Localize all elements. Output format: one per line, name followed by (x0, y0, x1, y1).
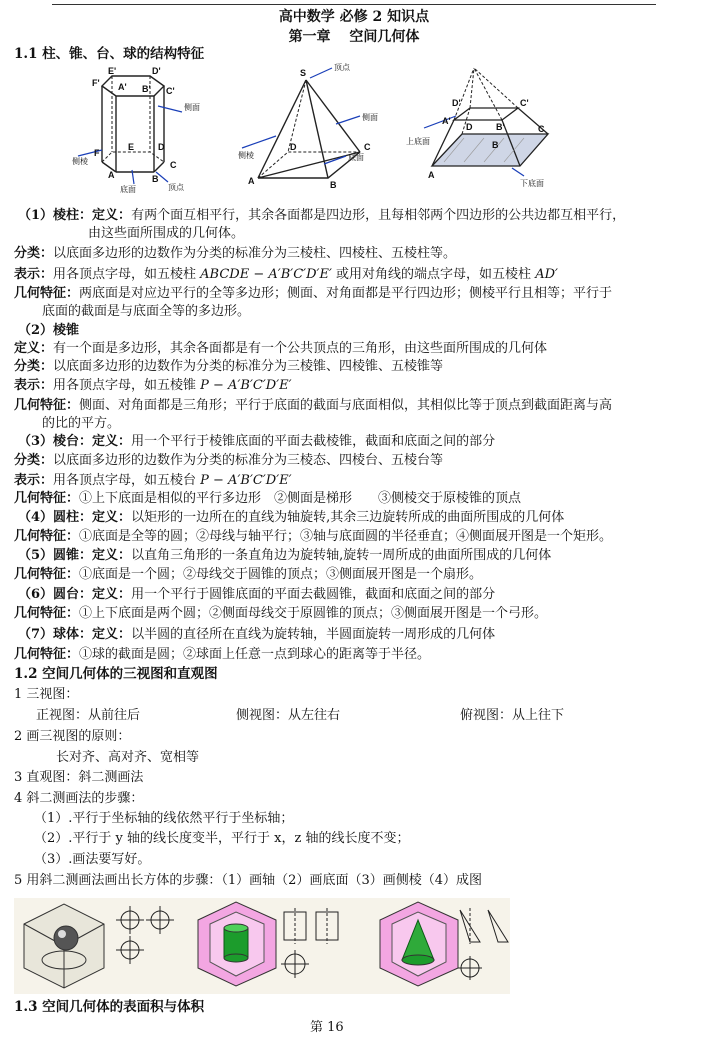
prism-features-cont: 底面的截面是与底面全等的多边形。 (42, 304, 251, 319)
pyramid-vertex-c: C (364, 142, 371, 152)
oblique-step-1: （1）.平行于坐标轴的线依然平行于坐标轴； (34, 811, 294, 826)
prism-features: 几何特征：两底面是对应边平行的全等多边形；侧面、对角面都是平行四边形；侧棱平行且相等；平行于 (14, 286, 613, 301)
prism-classification: 分类：以底面多边形的边数作为分类的标准分为三棱柱、四棱柱、五棱柱等。 (14, 246, 457, 261)
pyramid-vertex-d: D (290, 142, 297, 152)
prism-label-f: F (94, 148, 100, 158)
pyramid-heading: （2）棱锥 (18, 323, 80, 338)
prism-label-d: D (158, 142, 165, 152)
top-view: 俯视图：从上往下 (460, 708, 565, 723)
pyramid-figure (236, 60, 386, 192)
pyramid-vertex-b: B (330, 180, 337, 190)
prism-label-a: A (108, 170, 115, 180)
pyramid-vertex-a: A (248, 176, 255, 186)
prism-label-f-prime: F' (92, 78, 100, 88)
cylinder-isometric (198, 902, 276, 986)
conical-frustum-features: 几何特征：①上下底面是两个圆；②侧面母线交于原圆锥的顶点；③侧面展开图是一个弓形。 (14, 606, 548, 621)
cone-features: 几何特征：①底面是一个圆；②母线交于圆锥的顶点；③侧面展开图是一个扇形。 (14, 567, 483, 582)
prism-representation: 表示：用各顶点字母，如五棱柱 ABCDE − A′B′C′D′E′ 或用对角线的端点字母，如五棱柱 AD′ (14, 267, 558, 282)
cone-definition: （5）圆锥：定义：以直角三角形的一条直角边为旋转轴,旋转一周所成的曲面所围成的几何体 (18, 548, 552, 563)
pyramid-classification: 分类：以底面多边形的边数作为分类的标准分为三棱锥、四棱锥、五棱锥等 (14, 359, 444, 374)
prism-side-face-label: 侧面 (184, 103, 200, 112)
sphere-features: 几何特征：①球的截面是圆；②球面上任意一点到球心的距离等于半径。 (14, 647, 431, 662)
pyramid-features-cont: 的比的平方。 (42, 416, 121, 431)
conical-frustum-definition: （6）圆台：定义：用一个平行于圆锥底面的平面去截圆锥，截面和底面之间的部分 (18, 587, 496, 602)
pyramid-base-label: 底面 (348, 153, 364, 162)
frustum-figure (404, 66, 564, 190)
frustum-features: 几何特征：①上下底面是相似的平行多边形 ②侧面是梯形 ③侧棱交于原棱锥的顶点 (14, 491, 522, 506)
frustum-lower-base-label: 下底面 (520, 179, 544, 188)
cylinder-features: 几何特征：①底面是全等的圆；②母线与轴平行；③轴与底面圆的半径垂直；④侧面展开图是一个矩形。 (14, 529, 613, 544)
principle-item: 2 画三视图的原则： (14, 729, 131, 744)
pyramid-features: 几何特征：侧面、对角面都是三角形；平行于底面的截面与底面相似，其相似比等于顶点到截面距离与高 (14, 398, 613, 413)
oblique-step-3: （3）.画法要写好。 (34, 852, 151, 867)
page-number: 第 16 (310, 1020, 344, 1035)
frustum-representation: 表示：用各顶点字母，如五棱台 P − A′B′C′D′E′ (14, 473, 292, 488)
prism-label-d-prime: D' (152, 66, 161, 76)
oblique-step-2: （2）.平行于 y 轴的线长度变半，平行于 x，z 轴的线长度不变； (34, 831, 410, 846)
frustum-label-a: A (428, 170, 435, 180)
prism-label-e: E (128, 142, 135, 152)
three-view-illustrations (14, 898, 510, 994)
prism-definition: （1）棱柱：定义：有两个面互相平行，其余各面都是四边形，且每相邻两个四边形的公共边都互相平行， (18, 208, 626, 223)
principle-text: 长对齐、高对齐、宽相等 (56, 750, 200, 765)
section-1-3-heading: 1.3 空间几何体的表面积与体积 (14, 999, 205, 1015)
prism-base-label: 底面 (120, 185, 136, 194)
section-1-1-heading: 1.1 柱、锥、台、球的结构特征 (14, 46, 205, 62)
frustum-label-d: D (466, 122, 473, 132)
frustum-label-c: C (538, 124, 545, 134)
cone-isometric (380, 902, 458, 986)
frustum-definition: （3）棱台：定义：用一个平行于棱锥底面的平面去截棱锥，截面和底面之间的部分 (18, 434, 496, 449)
oblique-item: 3 直观图：斜二测画法 (14, 770, 144, 785)
prism-lateral-edge-label: 侧棱 (72, 157, 88, 166)
cylinder-definition: （4）圆柱：定义：以矩形的一边所在的直线为轴旋转,其余三边旋转所成的曲面所围成的几何体 (18, 510, 565, 525)
frustum-label-c-prime: C' (520, 98, 529, 108)
pyramid-side-face-label: 侧面 (362, 113, 378, 122)
frustum-label-b: B (492, 140, 499, 150)
frustum-upper-base-label: 上底面 (406, 137, 430, 146)
prism-label-e-prime: E' (108, 66, 117, 76)
pyramid-apex-s: S (300, 68, 307, 78)
prism-label-b: B (152, 174, 159, 184)
frustum-label-a-prime: A' (442, 116, 451, 126)
document-title: 高中数学 必修 2 知识点 (278, 9, 430, 25)
pyramid-definition: 定义：有一个面是多边形，其余各面都是有一个公共顶点的三角形，由这些面所围成的几何体 (14, 341, 548, 356)
frustum-label-d-prime: D' (452, 98, 461, 108)
chapter-title: 第一章 空间几何体 (288, 29, 420, 45)
cuboid-steps-item: 5 用斜二测画法画出长方体的步骤：（1）画轴（2）画底面（3）画侧棱（4）成图 (14, 873, 482, 888)
prism-label-c-prime: C' (166, 86, 175, 96)
frustum-classification: 分类：以底面多边形的边数作为分类的标准分为三棱态、四棱台、五棱台等 (14, 453, 444, 468)
prism-label-b-prime: B' (142, 84, 151, 94)
pyramid-apex-label: 顶点 (334, 63, 350, 72)
prism-label-c: C (170, 160, 177, 170)
prism-figure (72, 64, 202, 196)
pyramid-representation: 表示：用各顶点字母，如五棱锥 P − A′B′C′D′E′ (14, 378, 292, 393)
oblique-steps-item: 4 斜二测画法的步骤： (14, 791, 144, 806)
side-view: 侧视图：从左往右 (236, 708, 341, 723)
sphere-definition: （7）球体：定义：以半圆的直径所在直线为旋转轴，半圆面旋转一周形成的几何体 (18, 627, 496, 642)
three-views-item: 1 三视图： (14, 687, 79, 702)
frustum-label-b-prime: B' (496, 122, 505, 132)
front-view: 正视图：从前往后 (36, 708, 141, 723)
prism-definition-cont: 由这些面所围成的几何体。 (88, 226, 245, 241)
prism-vertex-label: 顶点 (168, 183, 184, 192)
pyramid-lateral-edge-label: 侧棱 (238, 151, 254, 160)
header-rule (52, 4, 656, 5)
prism-label-a-prime: A' (118, 82, 127, 92)
section-1-2-heading: 1.2 空间几何体的三视图和直观图 (14, 666, 218, 682)
